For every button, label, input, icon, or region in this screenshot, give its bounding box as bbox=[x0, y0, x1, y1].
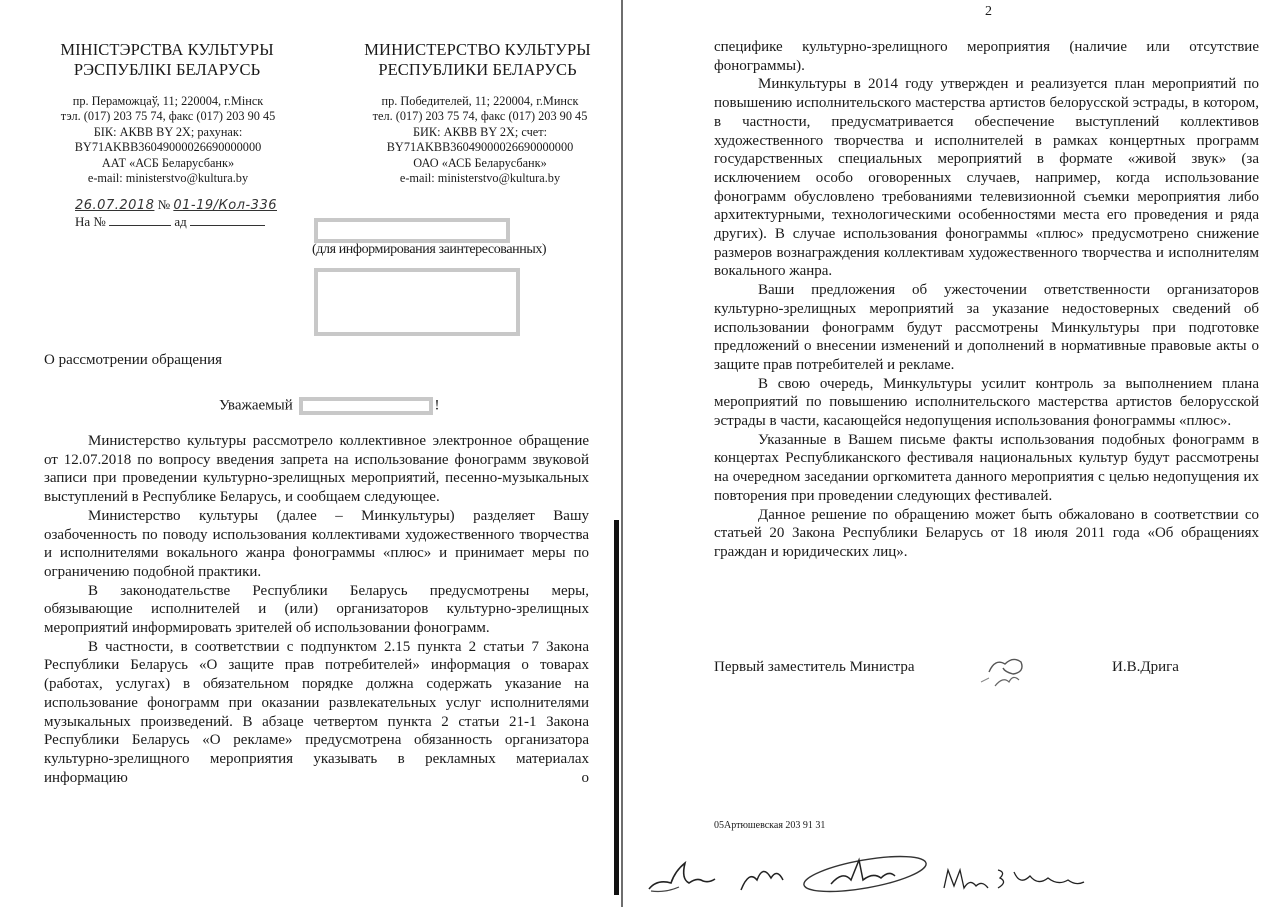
paragraph: В законодательстве Республики Беларусь предусмотрены меры, обязывающие исполнителей и (или) организаторов культурно-зрелищных мероприятий информировать зрителей об использовании фонограмм. bbox=[44, 582, 589, 637]
address-line: BY71AKBB36049000026690000000 bbox=[74, 140, 262, 155]
handwritten-signature-2-icon bbox=[735, 850, 935, 900]
letterhead-be-line2: РЭСПУБЛІКІ БЕЛАРУСЬ bbox=[73, 60, 261, 79]
executor-note: 05Артюшевская 203 91 31 bbox=[714, 820, 826, 831]
greeting-exclamation: ! bbox=[434, 397, 440, 414]
redacted-name-box bbox=[299, 397, 433, 415]
info-note: (для информирования заинтересованных) bbox=[312, 242, 547, 257]
address-block-russian bbox=[345, 94, 615, 186]
reply-to-label: На № bbox=[75, 214, 106, 229]
redacted-address-box bbox=[314, 268, 520, 336]
email-line: e-mail: ministerstvo@kultura.by bbox=[87, 171, 249, 186]
address-line: тэл. (017) 203 75 74, факс (017) 203 90 45 bbox=[60, 109, 276, 124]
registration-line bbox=[75, 197, 277, 213]
signatory-name: И.В.Дрига bbox=[1112, 659, 1179, 675]
reply-from-label: ад bbox=[174, 214, 187, 229]
letter-page-1 bbox=[0, 0, 620, 907]
letterhead-be-line1: МІНІСТЭРСТВА КУЛЬТУРЫ bbox=[60, 40, 274, 59]
signatory-title: Первый заместитель Министра bbox=[714, 659, 915, 675]
paragraph: В свою очередь, Минкультуры усилит контроль за выполнением плана мероприятий по повышению исполнительского мастерства артистов белорусской эстрады в части, касающейся недопущения использования фонограммы «плюс». bbox=[714, 375, 1259, 430]
paragraph: Министерство культуры (далее – Минкультуры) разделяет Вашу озабоченность по поводу использования коллективами художественного творчества и исполнителями вокального жанра фонограммы «плюс» и принимает меры по ограничению подобной практики. bbox=[44, 507, 589, 580]
redacted-recipient-box bbox=[314, 218, 510, 243]
scan-edge-shadow bbox=[614, 520, 619, 895]
official-signature-icon bbox=[975, 652, 1035, 692]
paragraph: В частности, в соответствии с подпунктом 2.15 пункта 2 статьи 7 Закона Республики Беларусь «О защите прав потребителей» информация о товарах (работах, услугах) в обязательном порядке должна содержать указание на использование фонограмм при оказании развлекательных услуг исполнителями музыкальных произведений. В абзаце четвертом пункта 2 статьи 21-1 Закона Республики Беларусь «О рекламе» предусмотрена обязанность организатора культурно-зрелищного мероприятия указывать в рекламных материалах информацию о bbox=[44, 638, 589, 786]
address-line: БІК: АКВВ ВY 2Х; рахунак: bbox=[93, 124, 243, 139]
letterhead-belarusian bbox=[52, 40, 282, 80]
letterhead-ru-line1: МИНИСТЕРСТВО КУЛЬТУРЫ bbox=[364, 40, 591, 59]
letter-subject: О рассмотрении обращения bbox=[44, 352, 223, 368]
paragraph: Указанные в Вашем письме факты использования подобных фонограмм в концертах Республиканского фестиваля национальных культур будут рассмотрены на очередном заседании оргкомитета данного мероприятия с целью недопущения их повторения при проведении следующих фестивалей. bbox=[714, 431, 1259, 504]
letterhead-ru-line2: РЕСПУБЛИКИ БЕЛАРУСЬ bbox=[378, 60, 577, 79]
email-line: e-mail: ministerstvo@kultura.by bbox=[399, 171, 561, 186]
greeting-word: Уважаемый bbox=[219, 397, 293, 414]
reply-number-blank bbox=[109, 215, 171, 226]
address-block-belarusian bbox=[48, 94, 288, 186]
paragraph: Минкультуры в 2014 году утвержден и реализуется план мероприятий по повышению исполнительского мастерства артистов белорусской эстрады, в котором, в частности, предусматривается обеспечение выступлений коллективов художественного творчества и исполнителей в рамках концертных программ государственных специальных мероприятий в формате «живой звук» (за исключением особо оговоренных случаев, например, когда использование фонограмм обусловлено требованиями телевизионной съемки мероприятия либо архитектурными, технологическими особенностями места его проведения и ряда других). В случае использования фонограммы «плюс» предусмотрено снижение размеров вознаграждения коллективам художественного творчества и исполнителям вокального жанра. bbox=[714, 76, 1259, 280]
address-line: пр. Победителей, 11; 220004, г.Минск bbox=[381, 94, 579, 108]
address-line: тел. (017) 203 75 74, факс (017) 203 90 45 bbox=[372, 109, 588, 124]
address-line: БИК: АКВВ ВY 2Х; счет: bbox=[412, 124, 548, 139]
page-number: 2 bbox=[985, 4, 992, 19]
letter-body-page-2 bbox=[714, 38, 1259, 562]
letterhead-russian bbox=[340, 40, 615, 80]
paragraph: Министерство культуры рассмотрело коллективное электронное обращение от 12.07.2018 по вопросу введения запрета на использование фонограмм звуковой записи при проведении культурно-зрелищных мероприятий, песенно-музыкальных выступлений в Республике Беларусь, и сообщаем следующее. bbox=[44, 433, 589, 506]
reply-reference-line bbox=[75, 214, 265, 230]
reply-date-blank bbox=[190, 215, 265, 226]
greeting-line bbox=[219, 397, 440, 415]
address-line: ААТ «АСБ Беларусбанк» bbox=[101, 155, 235, 170]
handwritten-signature-1-icon bbox=[645, 855, 725, 900]
registration-date: 26.07.2018 bbox=[75, 198, 155, 213]
paragraph: Данное решение по обращению может быть обжаловано в соответствии со статьей 20 Закона Республики Беларусь от 18 июля 2011 года «Об обращениях граждан и юридических лиц». bbox=[714, 506, 1259, 560]
handwritten-signature-3-icon bbox=[940, 862, 1090, 898]
page-divider bbox=[621, 0, 623, 907]
letter-body-page-1 bbox=[44, 432, 589, 787]
address-line: пр. Пераможцаў, 11; 220004, г.Мінск bbox=[72, 94, 264, 108]
paragraph: специфике культурно-зрелищного мероприятия (наличие или отсутствие фонограммы). bbox=[714, 39, 1259, 74]
number-sign: № bbox=[157, 197, 171, 212]
address-line: BY71AKBB36049000026690000000 bbox=[386, 140, 574, 155]
paragraph: Ваши предложения об ужесточении ответственности организаторов культурно-зрелищных мероприятий за указание недостоверных сведений об использовании фонограмм будут рассмотрены Минкультуры при подготовке предложений о внесении изменений и дополнений в нормативные правовые акты о защите прав потребителей и рекламе. bbox=[714, 282, 1259, 373]
address-line: ОАО «АСБ Беларусбанк» bbox=[413, 155, 547, 170]
registration-number: 01-19/Кол-336 bbox=[173, 198, 277, 213]
